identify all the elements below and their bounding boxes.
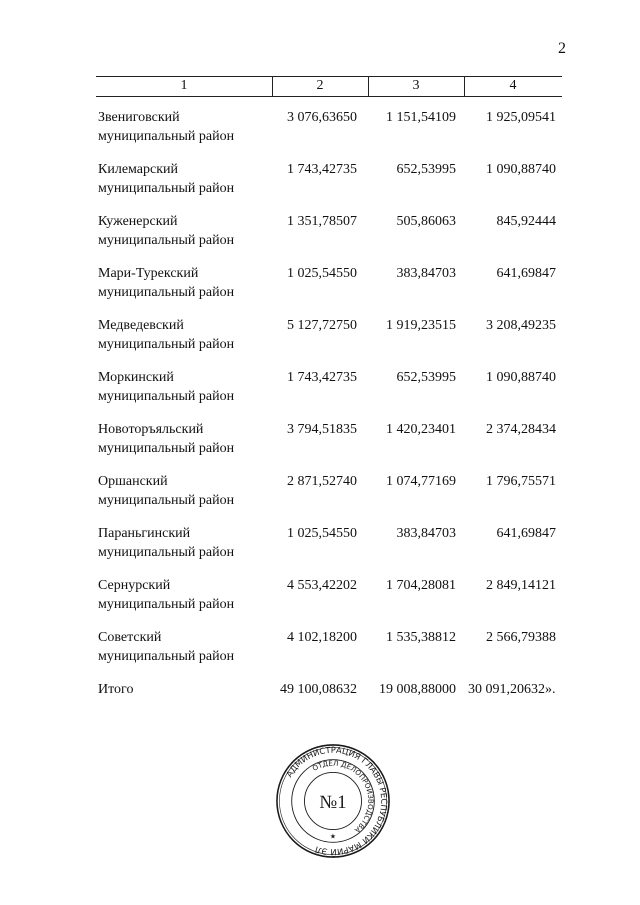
district-name: Сернурский муниципальный район [98, 578, 235, 612]
table-row [0, 160, 640, 206]
value-col-3: 383,84703 [396, 266, 456, 281]
district-name: Куженерский муниципальный район [98, 214, 235, 248]
table-row [0, 264, 640, 310]
total-label: Итого [98, 682, 134, 697]
page-number: 2 [558, 40, 566, 57]
value-col-4: 2 849,14121 [486, 578, 556, 593]
official-seal [274, 742, 392, 860]
seal-outer-text: АДМИНИСТРАЦИЯ ГЛАВЫ РЕСПУБЛИКИ МАРИЙ ЭЛ [283, 744, 390, 858]
value-col-2: 3 794,51835 [287, 422, 357, 437]
header-col-2: 2 [316, 78, 324, 93]
table-row [0, 368, 640, 414]
value-col-4: 1 925,09541 [486, 110, 556, 125]
table-row [0, 524, 640, 570]
header-bottom-rule [96, 96, 562, 97]
value-col-3: 1 420,23401 [386, 422, 456, 437]
value-col-3: 1 919,23515 [386, 318, 456, 333]
total-col-2: 49 100,08632 [280, 682, 357, 697]
district-name: Килемарский муниципальный район [98, 162, 235, 196]
district-name: Моркинский муниципальный район [98, 370, 235, 404]
value-col-2: 1 743,42735 [287, 370, 357, 385]
value-col-3: 652,53995 [396, 162, 456, 177]
value-col-3: 1 151,54109 [386, 110, 456, 125]
table-row [0, 420, 640, 466]
value-col-4: 845,92444 [496, 214, 556, 229]
value-col-2: 4 553,42202 [287, 578, 357, 593]
value-col-3: 1 535,38812 [386, 630, 456, 645]
header-col-1: 1 [180, 78, 188, 93]
total-col-3: 19 008,88000 [379, 682, 456, 697]
value-col-4: 2 374,28434 [486, 422, 556, 437]
value-col-3: 1 704,28081 [386, 578, 456, 593]
table-row [0, 316, 640, 362]
total-col-4: 30 091,20632». [468, 682, 556, 697]
header-top-rule [96, 76, 562, 77]
header-col-3: 3 [412, 78, 420, 93]
table-row [0, 472, 640, 518]
table-row [0, 628, 640, 674]
district-name: Новоторъяльский муниципальный район [98, 422, 235, 456]
table-row [0, 212, 640, 258]
table-row [0, 576, 640, 622]
district-name: Советский муниципальный район [98, 630, 235, 664]
value-col-2: 5 127,72750 [287, 318, 357, 333]
value-col-4: 1 796,75571 [486, 474, 556, 489]
value-col-2: 1 351,78507 [287, 214, 357, 229]
district-name: Оршанский муниципальный район [98, 474, 235, 508]
value-col-2: 1 025,54550 [287, 526, 357, 541]
value-col-4: 3 208,49235 [486, 318, 556, 333]
table-row [0, 108, 640, 154]
value-col-3: 652,53995 [396, 370, 456, 385]
value-col-4: 2 566,79388 [486, 630, 556, 645]
value-col-4: 641,69847 [496, 526, 556, 541]
value-col-2: 2 871,52740 [287, 474, 357, 489]
header-col-4: 4 [509, 78, 517, 93]
value-col-2: 1 025,54550 [287, 266, 357, 281]
total-row [0, 680, 640, 726]
value-col-4: 1 090,88740 [486, 370, 556, 385]
value-col-3: 505,86063 [396, 214, 456, 229]
seal-number: №1 [319, 791, 347, 813]
value-col-2: 4 102,18200 [287, 630, 357, 645]
value-col-2: 3 076,63650 [287, 110, 357, 125]
seal-inner-text: ОТДЕЛ ДЕЛОПРОИЗВОДСТВА [310, 758, 376, 835]
value-col-2: 1 743,42735 [287, 162, 357, 177]
district-name: Мари-Турекский муниципальный район [98, 266, 235, 300]
district-name: Медведевский муниципальный район [98, 318, 235, 352]
district-name: Параньгинский муниципальный район [98, 526, 235, 560]
value-col-3: 1 074,77169 [386, 474, 456, 489]
value-col-3: 383,84703 [396, 526, 456, 541]
value-col-4: 641,69847 [496, 266, 556, 281]
district-name: Звениговский муниципальный район [98, 110, 235, 144]
seal-star-icon: ★ [329, 832, 337, 841]
value-col-4: 1 090,88740 [486, 162, 556, 177]
